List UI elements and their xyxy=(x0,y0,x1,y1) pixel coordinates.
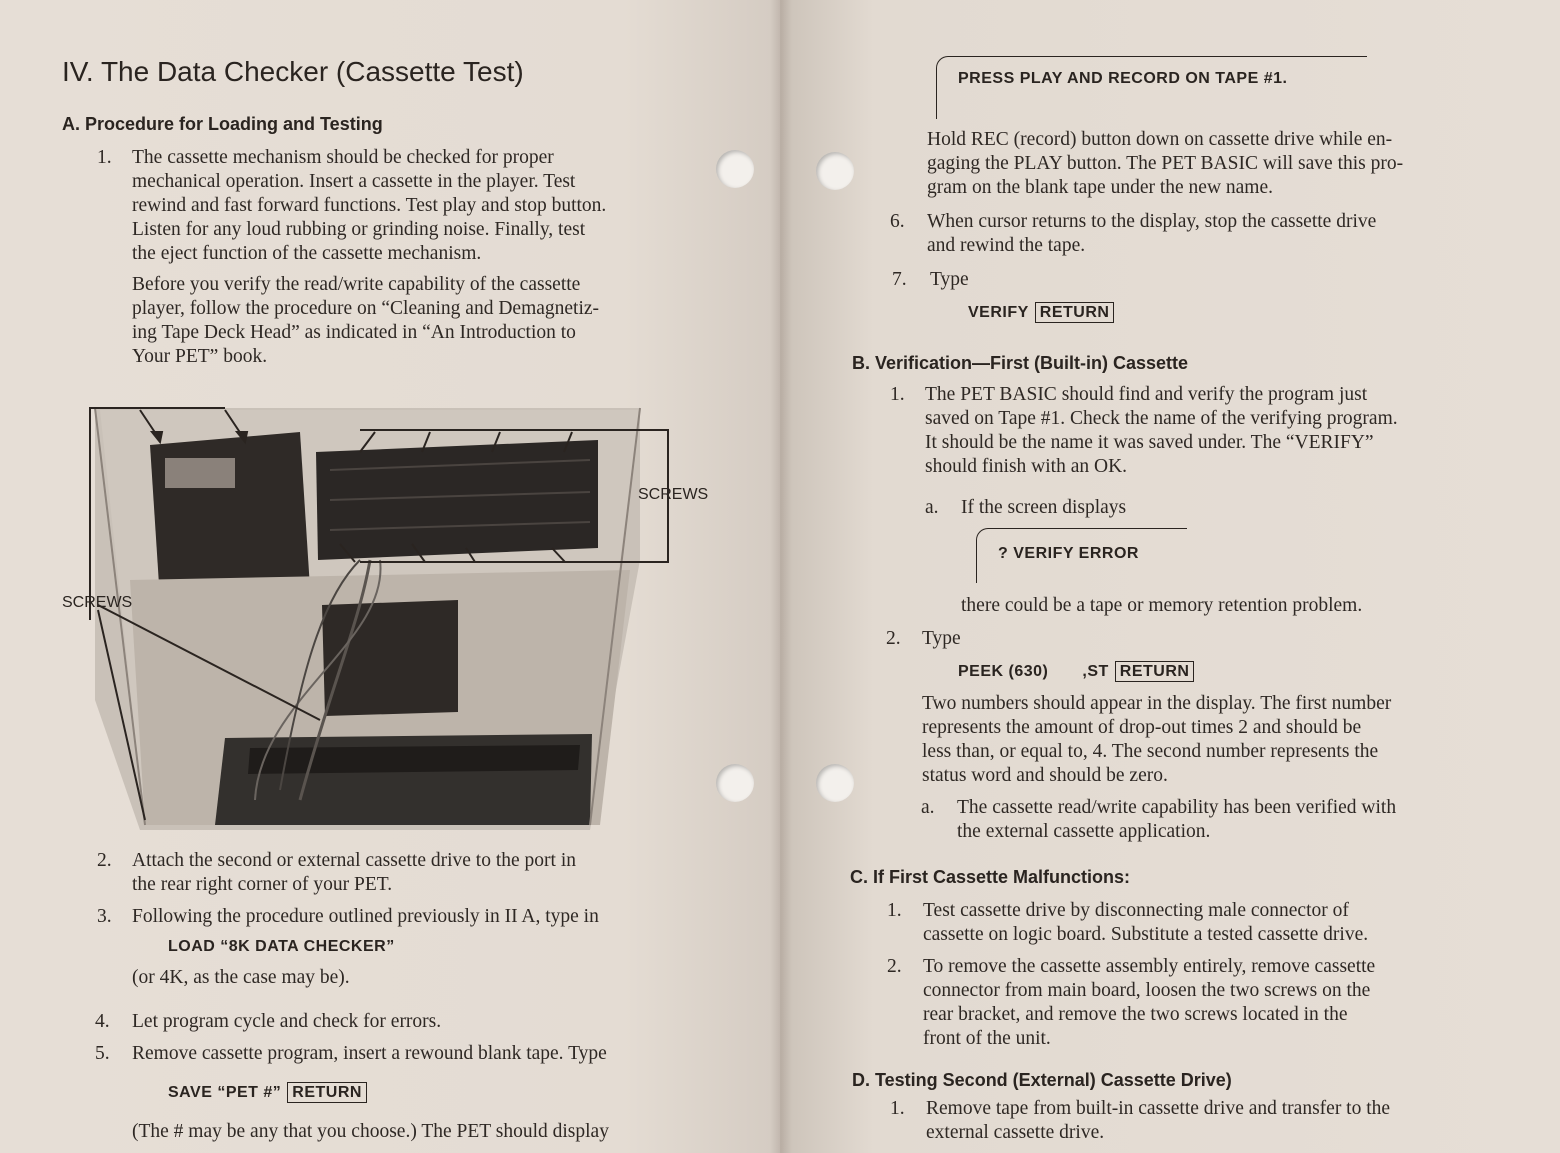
text-line: status word and should be zero. xyxy=(922,765,1168,786)
hold-rec-paragraph xyxy=(927,128,1527,200)
b1a-text: If the screen displays xyxy=(961,497,1127,518)
item-6-text xyxy=(927,210,1527,258)
text-line: should finish with an OK. xyxy=(925,456,1128,477)
item-2-text xyxy=(132,849,732,897)
section-c-heading: C. If First Cassette Malfunctions: xyxy=(850,867,1131,887)
text-line: The cassette mechanism should be checked for proper xyxy=(132,147,554,168)
b2-paragraph xyxy=(922,692,1542,788)
text-line: less than, or equal to, 4. The second number represents the xyxy=(922,741,1379,762)
b1a-after: there could be a tape or memory retention problem. xyxy=(961,595,1363,616)
binder-hole xyxy=(716,150,754,188)
item-6-number: 6. xyxy=(890,211,905,232)
screen-message: PRESS PLAY AND RECORD ON TAPE #1. xyxy=(958,70,1288,87)
return-key: RETURN xyxy=(1035,302,1115,323)
text-line: ing Tape Deck Head” as indicated in “An Introduction to xyxy=(132,322,576,343)
text-line: Your PET” book. xyxy=(132,346,268,367)
item-5-text: Remove cassette program, insert a rewound blank tape. Type xyxy=(132,1043,607,1064)
text-line: cassette on logic board. Substitute a tested cassette drive. xyxy=(923,924,1369,945)
right-page xyxy=(780,0,1560,1153)
b1-text xyxy=(925,383,1545,479)
c2-text xyxy=(923,955,1543,1051)
text-line: the eject function of the cassette mechanism. xyxy=(132,243,482,264)
text-line: represents the amount of drop-out times 2 and should be xyxy=(922,717,1362,738)
screws-label-right: SCREWS xyxy=(638,486,709,503)
text-line: Hold REC (record) button down on cassette drive while en- xyxy=(927,129,1393,150)
peek-command: PEEK (630) xyxy=(958,663,1049,680)
section-d-heading: D. Testing Second (External) Cassette Drive) xyxy=(852,1070,1232,1090)
c1-text xyxy=(923,899,1543,947)
text-line: the rear right corner of your PET. xyxy=(132,874,393,895)
item-5-number: 5. xyxy=(95,1043,110,1064)
text-line: external cassette drive. xyxy=(926,1122,1105,1143)
item-4-number: 4. xyxy=(95,1011,110,1032)
text-line: rewind and fast forward functions. Test play and stop button. xyxy=(132,195,607,216)
b2a-letter: a. xyxy=(921,797,935,818)
text-line: saved on Tape #1. Check the name of the verifying program. xyxy=(925,408,1398,429)
item-1-number: 1. xyxy=(97,147,112,168)
c1-number: 1. xyxy=(887,900,902,921)
item-3-note: (or 4K, as the case may be). xyxy=(132,967,350,988)
return-key: RETURN xyxy=(1115,661,1195,682)
text-line: Test cassette drive by disconnecting male connector of xyxy=(923,900,1349,921)
text-line: and rewind the tape. xyxy=(927,235,1086,256)
b2a-text xyxy=(957,796,1557,844)
text-line: When cursor returns to the display, stop the cassette drive xyxy=(927,211,1377,232)
text-line: gaging the PLAY button. The PET BASIC will save this pro- xyxy=(927,153,1404,174)
binder-hole xyxy=(716,764,754,802)
text-line: player, follow the procedure on “Cleaning and Demagnetiz- xyxy=(132,298,600,319)
binder-hole xyxy=(816,764,854,802)
return-key: RETURN xyxy=(287,1082,367,1103)
item-3-text: Following the procedure outlined previously in II A, type in xyxy=(132,906,599,927)
book-gutter xyxy=(770,0,792,1153)
text-line: To remove the cassette assembly entirely, remove cassette xyxy=(923,956,1376,977)
binder-hole xyxy=(816,152,854,190)
d1-number: 1. xyxy=(890,1098,905,1119)
b1-number: 1. xyxy=(890,384,905,405)
text-line: the external cassette application. xyxy=(957,821,1211,842)
text-line: Remove tape from built-in cassette drive and transfer to the xyxy=(926,1098,1391,1119)
item-4-text: Let program cycle and check for errors. xyxy=(132,1011,442,1032)
section-a-heading: A. Procedure for Loading and Testing xyxy=(62,114,383,134)
save-command: SAVE “PET #” xyxy=(168,1084,282,1101)
item-7-number: 7. xyxy=(892,269,907,290)
text-line: Listen for any loud rubbing or grinding noise. Finally, test xyxy=(132,219,586,240)
text-line: The cassette read/write capability has been verified with xyxy=(957,797,1397,818)
item-5-note: (The # may be any that you choose.) The PET should display xyxy=(132,1121,609,1142)
text-line: The PET BASIC should find and verify the program just xyxy=(925,384,1368,405)
text-line: It should be the name it was saved under. The “VERIFY” xyxy=(925,432,1374,453)
item-3-command: LOAD “8K DATA CHECKER” xyxy=(168,938,395,955)
item-7-text: Type xyxy=(930,269,969,290)
text-line: rear bracket, and remove the two screws located in the xyxy=(923,1004,1348,1025)
photo-pet-interior xyxy=(95,408,640,830)
c2-number: 2. xyxy=(887,956,902,977)
item-5-command xyxy=(168,1082,367,1103)
b2-number: 2. xyxy=(886,628,901,649)
verify-command: VERIFY xyxy=(968,304,1029,321)
text-line: Before you verify the read/write capability of the cassette xyxy=(132,274,581,295)
b2-text: Type xyxy=(922,628,961,649)
chapter-title: IV. The Data Checker (Cassette Test) xyxy=(62,56,524,87)
section-b-heading: B. Verification—First (Built-in) Cassette xyxy=(852,353,1189,373)
item-3-number: 3. xyxy=(97,906,112,927)
st-command: ,ST xyxy=(1082,663,1109,680)
text-line: Two numbers should appear in the display. The first number xyxy=(922,693,1392,714)
screws-label-left: SCREWS xyxy=(62,594,133,611)
b2-command xyxy=(958,661,1194,682)
text-line: Attach the second or external cassette drive to the port in xyxy=(132,850,577,871)
text-line: gram on the blank tape under the new name. xyxy=(927,177,1274,198)
item-7-command xyxy=(968,302,1114,323)
text-line: front of the unit. xyxy=(923,1028,1051,1049)
text-line: connector from main board, loosen the two screws on the xyxy=(923,980,1371,1001)
verify-error-message: ? VERIFY ERROR xyxy=(998,545,1139,562)
item-2-number: 2. xyxy=(97,850,112,871)
b1a-letter: a. xyxy=(925,497,939,518)
d1-text xyxy=(926,1097,1546,1145)
text-line: mechanical operation. Insert a cassette in the player. Test xyxy=(132,171,576,192)
